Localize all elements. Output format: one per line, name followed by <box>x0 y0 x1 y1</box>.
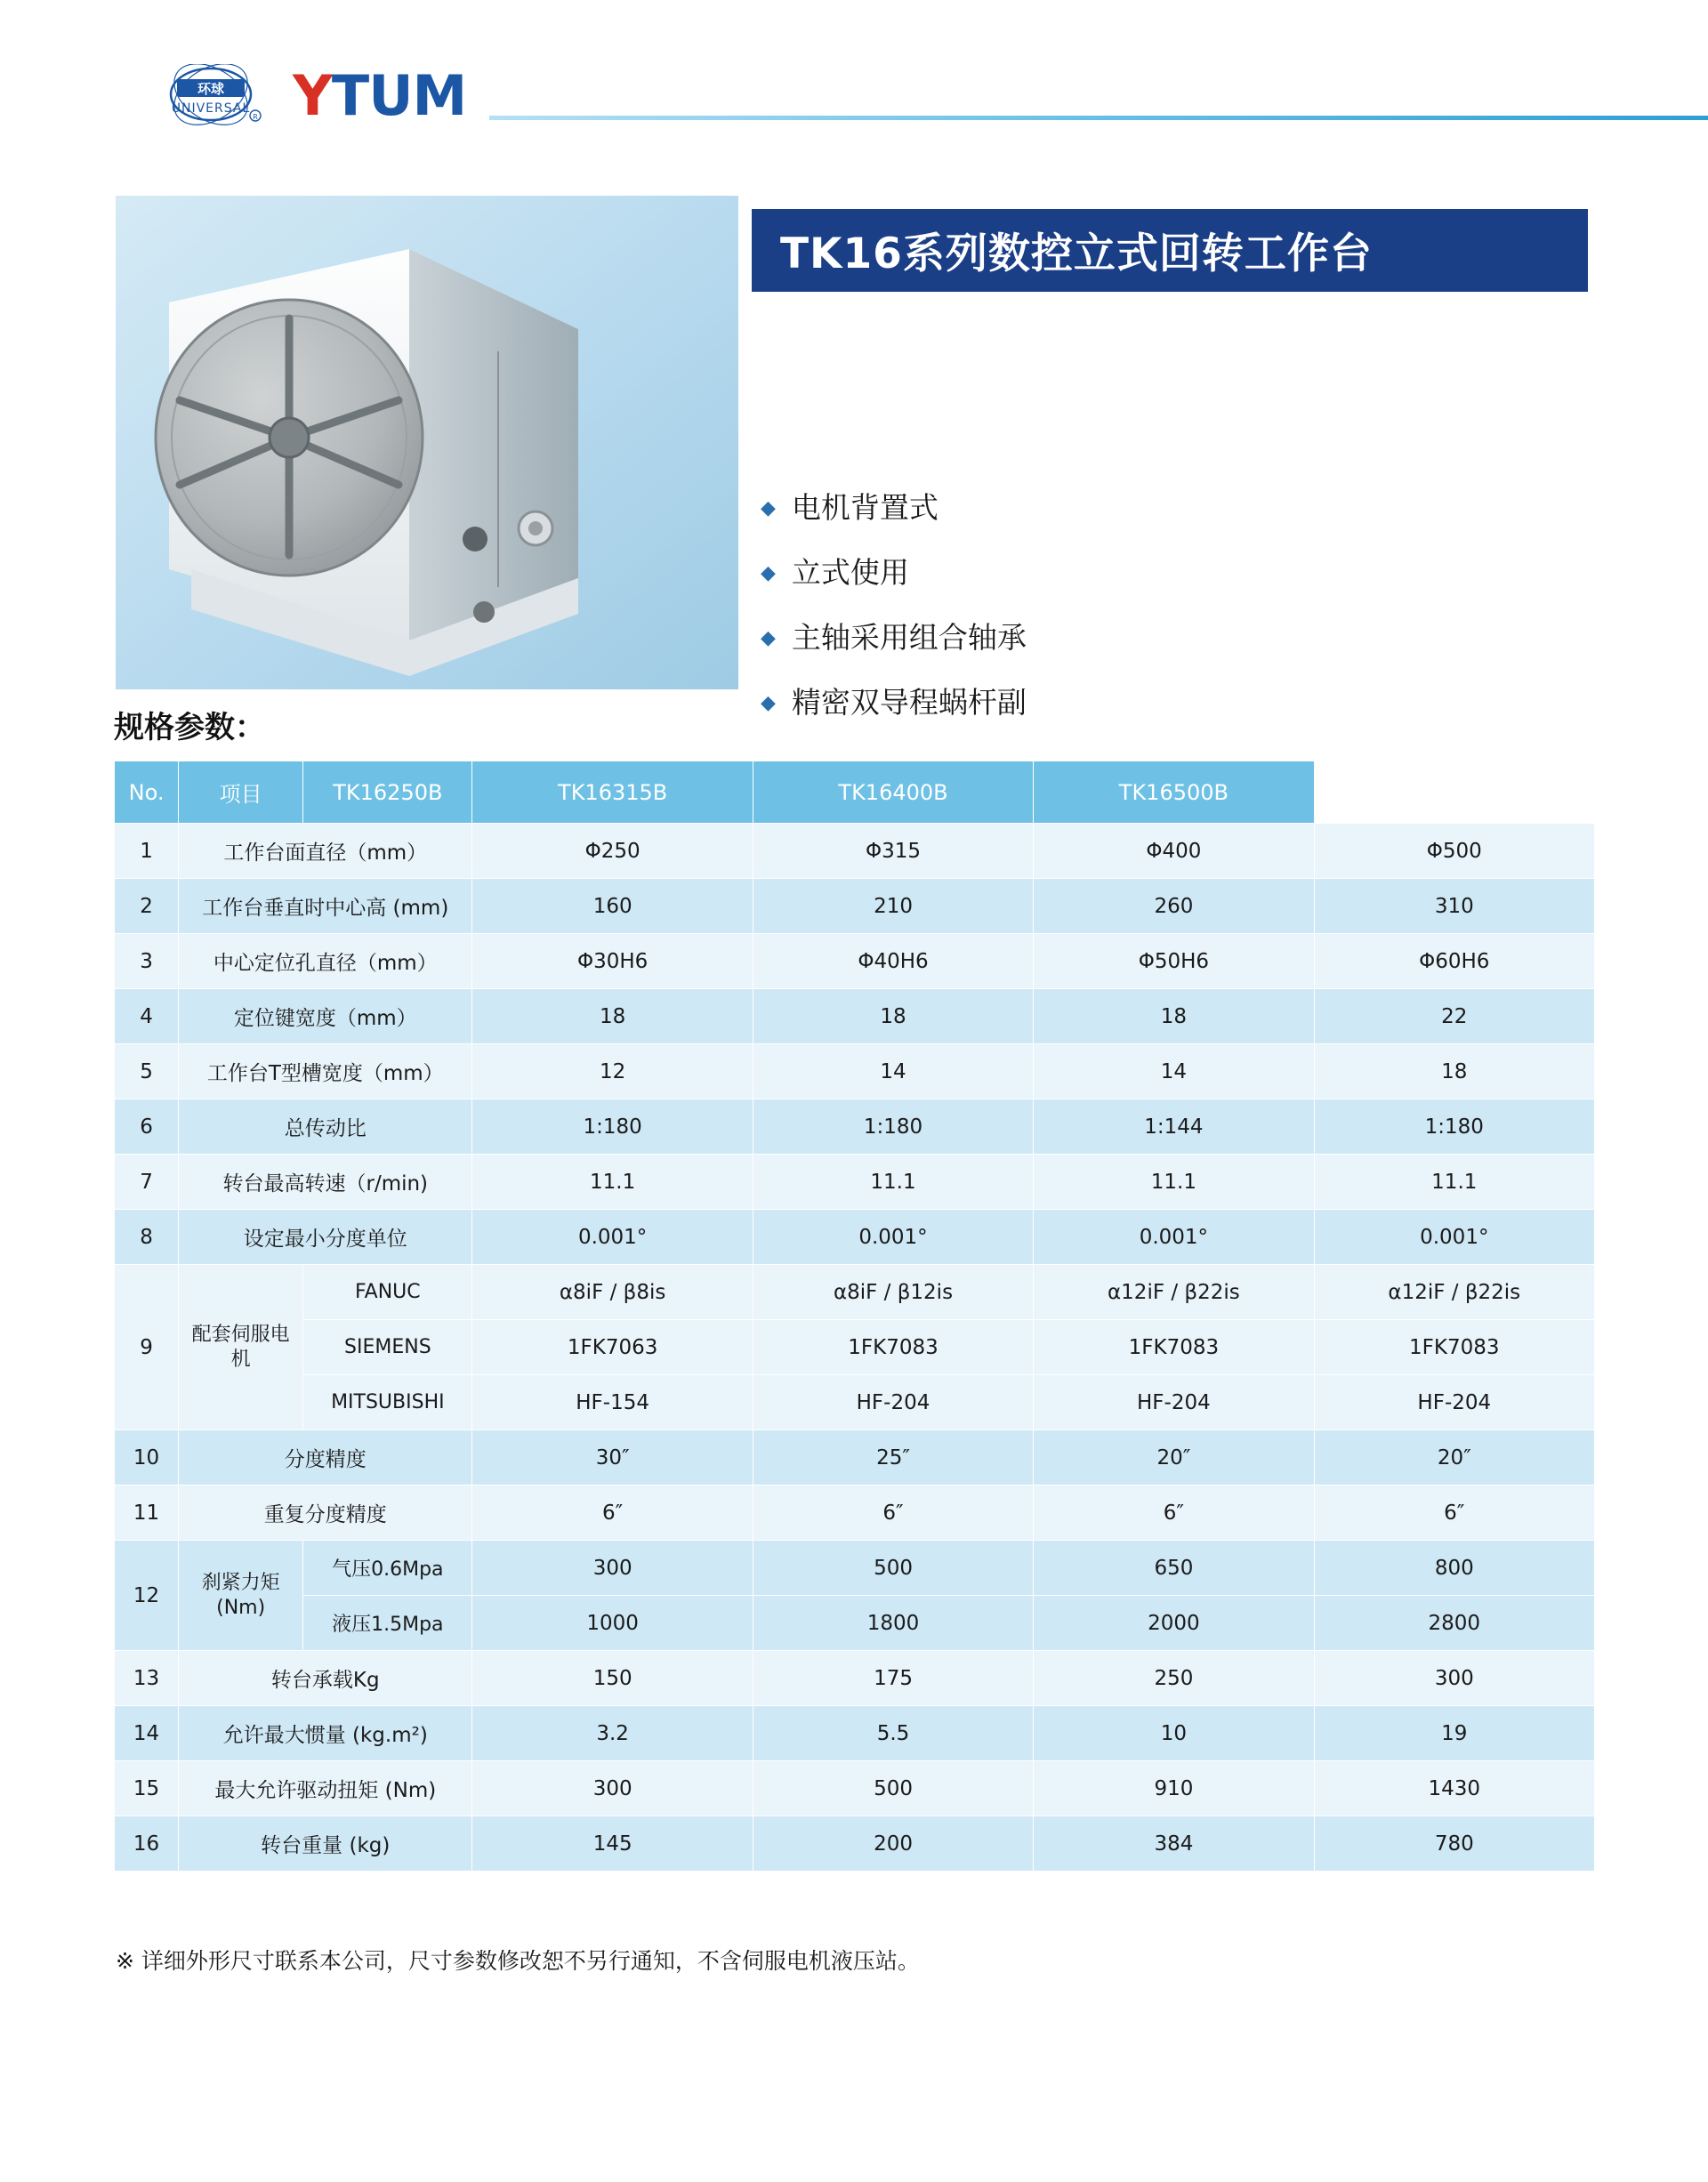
row-value: 5.5 <box>753 1706 1033 1761</box>
row-sub-label: FANUC <box>303 1265 472 1320</box>
row-value: 25″ <box>753 1430 1033 1486</box>
brand-wordmark <box>293 63 467 128</box>
col-header-model-1: TK16250B <box>303 761 472 824</box>
row-no: 11 <box>115 1486 179 1541</box>
table-row <box>115 1486 1595 1541</box>
list-item <box>761 680 1561 721</box>
row-item: 中心定位孔直径（mm） <box>179 934 472 989</box>
row-value: 0.001° <box>472 1210 753 1265</box>
diamond-bullet-icon: ◆ <box>761 496 776 519</box>
row-value: 20″ <box>1314 1430 1594 1486</box>
svg-text:UNIVERSAL: UNIVERSAL <box>171 101 251 116</box>
row-sub-label: SIEMENS <box>303 1320 472 1375</box>
table-row <box>115 879 1595 934</box>
row-item: 工作台T型槽宽度（mm） <box>179 1044 472 1099</box>
row-value: 6″ <box>472 1486 753 1541</box>
row-item: 最大允许驱动扭矩 (Nm) <box>179 1761 472 1816</box>
row-value: Φ315 <box>753 824 1033 879</box>
row-value: 200 <box>753 1816 1033 1872</box>
row-no: 15 <box>115 1761 179 1816</box>
row-sub-label: 气压0.6Mpa <box>303 1541 472 1596</box>
table-row <box>115 1099 1595 1155</box>
row-value: 150 <box>472 1651 753 1706</box>
row-group-label: 配套伺服电机 <box>179 1265 303 1430</box>
row-item: 重复分度精度 <box>179 1486 472 1541</box>
row-item: 定位键宽度（mm） <box>179 989 472 1044</box>
row-value: Φ500 <box>1314 824 1594 879</box>
row-value: Φ60H6 <box>1314 934 1594 989</box>
row-value: 500 <box>753 1541 1033 1596</box>
row-value: 30″ <box>472 1430 753 1486</box>
row-value: 11.1 <box>753 1155 1033 1210</box>
table-row <box>115 1651 1595 1706</box>
row-no: 14 <box>115 1706 179 1761</box>
product-title-bar <box>752 209 1588 292</box>
row-value: 19 <box>1314 1706 1594 1761</box>
row-value: 910 <box>1034 1761 1314 1816</box>
row-value: 18 <box>1314 1044 1594 1099</box>
row-value: 384 <box>1034 1816 1314 1872</box>
brand-wordmark-y: Y <box>293 63 332 128</box>
row-value: 11.1 <box>1314 1155 1594 1210</box>
row-sub-label: MITSUBISHI <box>303 1375 472 1430</box>
row-item: 工作台面直径（mm） <box>179 824 472 879</box>
row-value: 6″ <box>1034 1486 1314 1541</box>
row-value: 12 <box>472 1044 753 1099</box>
table-row <box>115 1210 1595 1265</box>
table-row <box>115 824 1595 879</box>
row-value: 1FK7063 <box>472 1320 753 1375</box>
row-value: 1000 <box>472 1596 753 1651</box>
row-value: α8iF / β8is <box>472 1265 753 1320</box>
row-no: 3 <box>115 934 179 989</box>
row-value: 20″ <box>1034 1430 1314 1486</box>
row-value: 145 <box>472 1816 753 1872</box>
row-value: 3.2 <box>472 1706 753 1761</box>
diamond-bullet-icon: ◆ <box>761 626 776 648</box>
row-value: 175 <box>753 1651 1033 1706</box>
row-value: 1:144 <box>1034 1099 1314 1155</box>
row-no: 8 <box>115 1210 179 1265</box>
row-value: 0.001° <box>1314 1210 1594 1265</box>
col-header-item: 项目 <box>179 761 303 824</box>
row-item: 分度精度 <box>179 1430 472 1486</box>
row-value: α12iF / β22is <box>1034 1265 1314 1320</box>
row-value: 1FK7083 <box>753 1320 1033 1375</box>
row-value: α8iF / β12is <box>753 1265 1033 1320</box>
feature-list <box>761 485 1561 745</box>
row-value: 800 <box>1314 1541 1594 1596</box>
row-value: 0.001° <box>1034 1210 1314 1265</box>
row-value: 6″ <box>753 1486 1033 1541</box>
product-photo <box>116 196 738 689</box>
spec-table <box>114 761 1595 1872</box>
table-header-row <box>115 761 1595 824</box>
row-item: 设定最小分度单位 <box>179 1210 472 1265</box>
row-value: HF-204 <box>753 1375 1033 1430</box>
table-row <box>115 1541 1595 1596</box>
row-value: 14 <box>1034 1044 1314 1099</box>
globe-icon <box>156 64 273 128</box>
row-value: 500 <box>753 1761 1033 1816</box>
table-row <box>115 934 1595 989</box>
row-value: 210 <box>753 879 1033 934</box>
row-value: Φ30H6 <box>472 934 753 989</box>
row-group-label: 刹紧力矩 (Nm) <box>179 1541 303 1651</box>
table-row <box>115 1265 1595 1320</box>
row-item: 转台最高转速（r/min) <box>179 1155 472 1210</box>
table-row <box>115 1761 1595 1816</box>
row-value: Φ400 <box>1034 824 1314 879</box>
table-row <box>115 1706 1595 1761</box>
row-no: 1 <box>115 824 179 879</box>
col-header-no: No. <box>115 761 179 824</box>
row-value: 10 <box>1034 1706 1314 1761</box>
row-value: 650 <box>1034 1541 1314 1596</box>
row-value: Φ250 <box>472 824 753 879</box>
row-no: 5 <box>115 1044 179 1099</box>
feature-label: 主轴采用组合轴承 <box>791 620 1027 655</box>
row-value: 1FK7083 <box>1034 1320 1314 1375</box>
diamond-bullet-icon: ◆ <box>761 561 776 584</box>
row-value: HF-204 <box>1034 1375 1314 1430</box>
svg-text:R: R <box>253 113 258 121</box>
row-no: 16 <box>115 1816 179 1872</box>
row-value: 2000 <box>1034 1596 1314 1651</box>
row-no: 9 <box>115 1265 179 1430</box>
row-no: 4 <box>115 989 179 1044</box>
row-item: 转台重量 (kg) <box>179 1816 472 1872</box>
brand-logo <box>156 64 489 128</box>
row-no: 12 <box>115 1541 179 1651</box>
row-value: 160 <box>472 879 753 934</box>
table-row <box>115 1320 1595 1375</box>
table-row <box>115 1596 1595 1651</box>
row-value: 1:180 <box>472 1099 753 1155</box>
table-row <box>115 1375 1595 1430</box>
row-no: 10 <box>115 1430 179 1486</box>
list-item <box>761 550 1561 592</box>
spec-heading: 规格参数： <box>114 710 265 745</box>
row-value: Φ50H6 <box>1034 934 1314 989</box>
row-value: 1430 <box>1314 1761 1594 1816</box>
page-title: TK16系列数控立式回转工作台 <box>780 229 1373 278</box>
diamond-bullet-icon: ◆ <box>761 691 776 713</box>
row-value: 1FK7083 <box>1314 1320 1594 1375</box>
row-no: 7 <box>115 1155 179 1210</box>
row-value: 18 <box>472 989 753 1044</box>
row-value: 250 <box>1034 1651 1314 1706</box>
col-header-model-4: TK16500B <box>1034 761 1314 824</box>
row-value: 2800 <box>1314 1596 1594 1651</box>
feature-label: 电机背置式 <box>791 490 939 525</box>
row-item: 工作台垂直时中心高 (mm) <box>179 879 472 934</box>
row-value: 1800 <box>753 1596 1033 1651</box>
row-value: 22 <box>1314 989 1594 1044</box>
svg-text:环球: 环球 <box>197 81 225 97</box>
row-item: 转台承载Kg <box>179 1651 472 1706</box>
row-value: 780 <box>1314 1816 1594 1872</box>
header-divider-mask <box>0 107 156 126</box>
page-header <box>0 0 1708 156</box>
row-value: 1:180 <box>753 1099 1033 1155</box>
row-value: 300 <box>472 1761 753 1816</box>
table-footnote: ※ 详细外形尺寸联系本公司，尺寸参数修改恕不另行通知，不含伺服电机液压站。 <box>116 1948 920 1974</box>
row-value: HF-154 <box>472 1375 753 1430</box>
row-value: 18 <box>1034 989 1314 1044</box>
table-row <box>115 1816 1595 1872</box>
row-value: 300 <box>1314 1651 1594 1706</box>
row-sub-label: 液压1.5Mpa <box>303 1596 472 1651</box>
col-header-model-2: TK16315B <box>472 761 753 824</box>
row-value: 14 <box>753 1044 1033 1099</box>
feature-label: 立式使用 <box>791 555 909 590</box>
col-header-model-3: TK16400B <box>753 761 1033 824</box>
row-value: 260 <box>1034 879 1314 934</box>
feature-label: 精密双导程蜗杆副 <box>791 685 1027 720</box>
list-item <box>761 485 1561 527</box>
row-value: α12iF / β22is <box>1314 1265 1594 1320</box>
row-value: 6″ <box>1314 1486 1594 1541</box>
row-value: 310 <box>1314 879 1594 934</box>
hero-section <box>0 156 1708 720</box>
row-no: 13 <box>115 1651 179 1706</box>
row-value: HF-204 <box>1314 1375 1594 1430</box>
row-item: 允许最大惯量 (kg.m²) <box>179 1706 472 1761</box>
row-value: 1:180 <box>1314 1099 1594 1155</box>
list-item <box>761 615 1561 656</box>
row-value: Φ40H6 <box>753 934 1033 989</box>
table-row <box>115 1155 1595 1210</box>
table-row <box>115 1044 1595 1099</box>
row-value: 0.001° <box>753 1210 1033 1265</box>
row-value: 11.1 <box>1034 1155 1314 1210</box>
row-item: 总传动比 <box>179 1099 472 1155</box>
row-no: 6 <box>115 1099 179 1155</box>
table-row <box>115 989 1595 1044</box>
row-value: 18 <box>753 989 1033 1044</box>
row-value: 11.1 <box>472 1155 753 1210</box>
table-row <box>115 1430 1595 1486</box>
brand-wordmark-rest: TUM <box>331 63 467 128</box>
row-no: 2 <box>115 879 179 934</box>
row-value: 300 <box>472 1541 753 1596</box>
